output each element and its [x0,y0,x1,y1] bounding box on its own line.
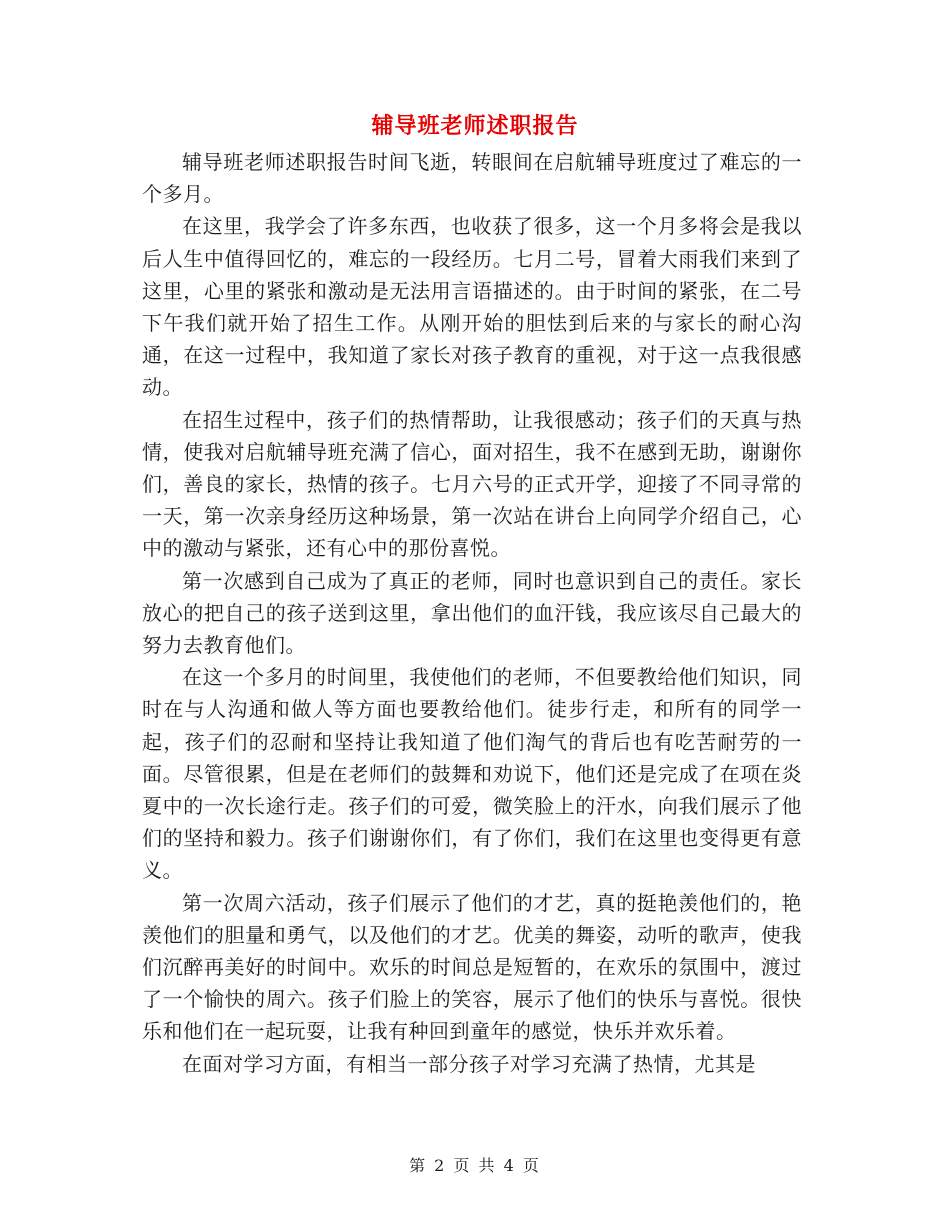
document-title: 辅导班老师述职报告 [371,113,579,139]
paragraph: 在招生过程中，孩子们的热情帮助，让我很感动；孩子们的天真与热情，使我对启航辅导班充满了信心，面对招生，我不在感到无助，谢谢你们，善良的家长，热情的孩子。七月六号的正式开学，迎接了不同寻常的一天，第一次亲身经历这种场景，第一次站在讲台上向同学介绍自己，心中的激动与紧张，还有心中的那份喜悦。 [142,407,802,561]
paragraph: 第一次感到自己成为了真正的老师，同时也意识到自己的责任。家长放心的把自己的孩子送到这里，拿出他们的血汗钱，我应该尽自己最大的努力去教育他们。 [142,568,802,658]
document-body [142,146,802,1080]
paragraph: 在这一个多月的时间里，我使他们的老师，不但要教给他们知识，同时在与人沟通和做人等方面也要教给他们。徒步行走，和所有的同学一起，孩子们的忍耐和坚持让我知道了他们淘气的背后也有吃苦耐劳的一面。尽管很累，但是在老师们的鼓舞和劝说下，他们还是完成了在项在炎夏中的一次长途行走。孩子们的可爱，微笑脸上的汗水，向我们展示了他们的坚持和毅力。孩子们谢谢你们，有了你们，我们在这里也变得更有意义。 [142,665,802,883]
paragraph: 辅导班老师述职报告时间飞逝，转眼间在启航辅导班度过了难忘的一个多月。 [142,150,802,207]
paragraph: 在这里，我学会了许多东西，也收获了很多，这一个月多将会是我以后人生中值得回忆的，难忘的一段经历。七月二号，冒着大雨我们来到了这里，心里的紧张和激动是无法用言语描述的。由于时间的紧张，在二号下午我们就开始了招生工作。从刚开始的胆怯到后来的与家长的耐心沟通，在这一过程中，我知道了家长对孩子教育的重视，对于这一点我很感动。 [142,214,802,400]
page-number-footer: 第 2 页 共 4 页 [409,1156,541,1175]
paragraph: 在面对学习方面，有相当一部分孩子对学习充满了热情，尤其是 [182,1051,756,1076]
paragraph: 第一次周六活动，孩子们展示了他们的才艺，真的挺艳羡他们的，艳羡他们的胆量和勇气，以及他们的才艺。优美的舞姿，动听的歌声，使我们沉醉再美好的时间中。欢乐的时间总是短暂的，在欢乐的氛围中，渡过了一个愉快的周六。孩子们脸上的笑容，展示了他们的快乐与喜悦。很快乐和他们在一起玩耍，让我有种回到童年的感觉，快乐并欢乐着。 [142,890,802,1044]
